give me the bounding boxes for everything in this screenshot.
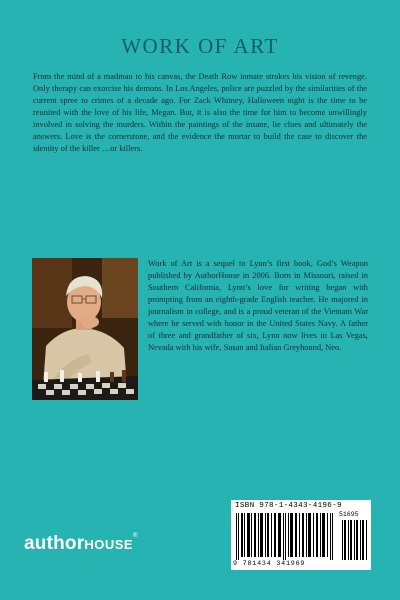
barcode-digits: 9 781434 341969 xyxy=(233,560,306,568)
book-title: WORK OF ART xyxy=(121,34,279,58)
isbn-number: ISBN 978-1-4343-4196-9 xyxy=(235,502,342,510)
authorhouse-logo xyxy=(24,533,138,555)
author-bio: Work of Art is a sequel to Lynn’s first book, God’s Weapon published by AuthorHouse in 2006. Born in Missouri, raised in Southern California, Lynn’s love for writing began with prompting from an eighth-grade English teacher. He majored in journalism in college, and is a proud veteran of the Vietnam War where he served with honor in the United States Navy. A father of three and grandfather of six, Lynn now lives in Las Vegas, Nevada with his wife, Susan and Italian Greyhound, Neo. xyxy=(148,259,368,353)
barcode-addon-number: 51695 xyxy=(339,511,359,518)
synopsis-text: From the mind of a madman to his canvas, the Death Row inmate strokes his vision of revenge. Only therapy can exorcise his demons. In Los Angeles, police are puzzled by the similarities of the current spree to crimes of a decade ago. For Zack Whitney, Halloween night is the time to be reunited with the love of his life, Megan. But, it is also the time for him to become unwillingly involved in solving the murders. Within the paintings of the insane, lie clues and ultimately the answers. Love is the cornerstone, and the evidence the mortar to build the case to discover the identity of the killer …or killers. xyxy=(33,72,367,154)
logo-registered-mark: ® xyxy=(133,533,138,539)
isbn-barcode xyxy=(231,500,371,570)
barcode-addon-bars xyxy=(341,520,368,560)
logo-house-text: HOUSE xyxy=(84,537,134,552)
barcode-bars xyxy=(234,513,338,560)
logo-author-text: author xyxy=(24,533,85,554)
author-photo xyxy=(32,258,138,400)
